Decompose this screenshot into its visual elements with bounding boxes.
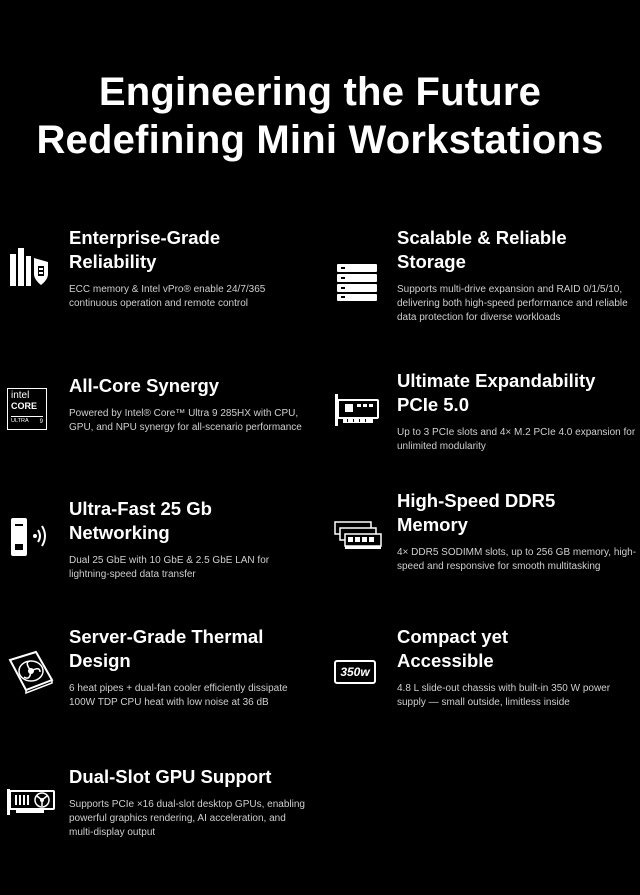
feature-description: ECC memory & Intel vPro® enable 24/7/365 continuous operation and remote control (69, 284, 266, 309)
feature-description: Supports PCIe ×16 dual-slot desktop GPUs, enabling powerful graphics rendering, AI acceleration, and multi-display output (69, 799, 305, 838)
feature-networking (69, 497, 309, 582)
feature-title: Scalable & Reliable Storage (397, 227, 567, 272)
feature-pcie-expandability (397, 369, 637, 454)
feature-title: Dual-Slot GPU Support (69, 766, 272, 787)
badge-number: 9 (39, 419, 43, 425)
feature-all-core-synergy (69, 374, 309, 435)
feature-description: 4.8 L slide-out chassis with built-in 350 W power supply — small outside, limitless inside (397, 683, 611, 708)
feature-title: Ultimate Expandability PCIe 5.0 (397, 370, 596, 415)
badge-line: CORE (11, 401, 38, 411)
power-supply-350w-icon (334, 660, 376, 684)
feature-scalable-storage (397, 226, 637, 325)
feature-title: High-Speed DDR5 Memory (397, 490, 556, 535)
feature-title: Compact yet Accessible (397, 626, 509, 671)
drive-stack-icon (335, 262, 379, 302)
feature-title: Server-Grade Thermal Design (69, 626, 264, 671)
feature-ddr5-memory (397, 489, 637, 574)
wireless-signal-icon (9, 514, 51, 560)
intel-core-ultra-badge-icon (7, 388, 47, 430)
feature-title: All-Core Synergy (69, 375, 220, 396)
feature-enterprise-reliability (69, 226, 309, 311)
gpu-card-icon (6, 787, 56, 817)
shield-server-icon (8, 244, 50, 288)
badge-tier: ULTRA (11, 418, 29, 425)
wattage-badge: 350w (334, 660, 376, 684)
feature-description: 4× DDR5 SODIMM slots, up to 256 GB memory, high-speed and responsive for smooth multitasking (397, 547, 637, 572)
pcie-card-icon (333, 390, 381, 430)
feature-description: Supports multi-drive expansion and RAID 0/1/5/10, delivering both high-speed performance and reliable data protection for diverse workloads (397, 284, 628, 323)
badge-brand: intel (11, 390, 30, 401)
fan-cooler-icon (6, 650, 54, 694)
feature-description: Up to 3 PCIe slots and 4× M.2 PCIe 4.0 expansion for unlimited modularity (397, 427, 636, 452)
feature-compact-chassis (397, 625, 637, 710)
feature-thermal-design (69, 625, 309, 710)
feature-description: 6 heat pipes + dual-fan cooler efficiently dissipate 100W TDP CPU heat with low noise at 36 dB (69, 683, 288, 708)
feature-gpu-support (69, 765, 309, 840)
feature-title: Enterprise-Grade Reliability (69, 227, 221, 272)
feature-description: Powered by Intel® Core™ Ultra 9 285HX with CPU, GPU, and NPU synergy for all-scenario performance (69, 408, 302, 433)
memory-modules-icon (333, 520, 383, 554)
headline (0, 68, 640, 164)
headline-line-1: Engineering the Future (98, 70, 542, 114)
feature-title: Ultra-Fast 25 Gb Networking (69, 498, 212, 543)
feature-description: Dual 25 GbE with 10 GbE & 2.5 GbE LAN for lightning-speed data transfer (69, 555, 270, 580)
headline-line-2: Redefining Mini Workstations (36, 118, 604, 162)
